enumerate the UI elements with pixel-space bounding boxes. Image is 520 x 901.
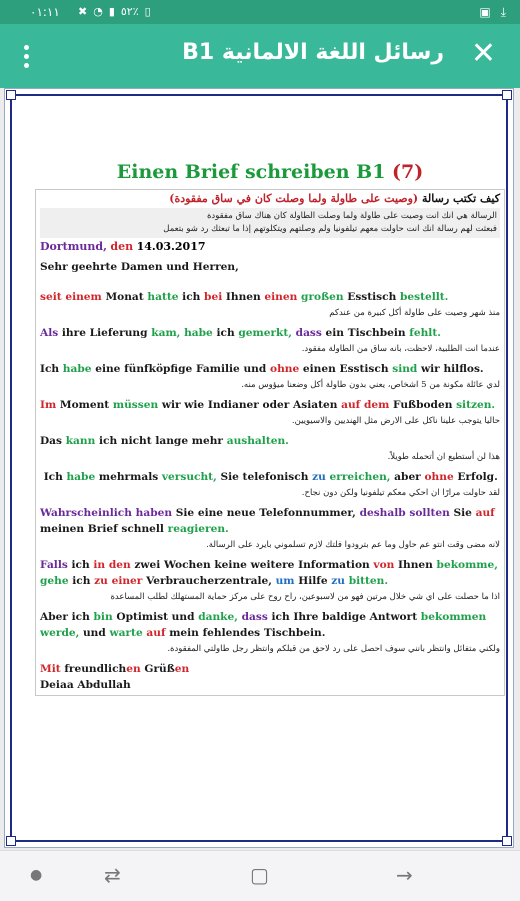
date-value: 14.03.2017 — [136, 240, 206, 253]
arabic-translation-4: حاليا يتوجب علينا ناكل على الارض مثل الهنديين والاسيويين. — [291, 416, 500, 426]
overflow-menu-icon[interactable] — [14, 42, 38, 70]
arabic-translation-2: عندما انت الطلبية، لاحظت، بانه ساق من الطاولة مفقود. — [301, 344, 500, 354]
arabic-translation-9: ولكني متفائل وانتظر بانني سوف احصل على رد لاحق من قبلكم وانتظر رجل طاولتي المفقودة. — [167, 644, 500, 654]
intro-line: الرسالة هي انك انت وصيت على طاولة ولما وصلت الطاولة كان هناك ساق مفقودة — [206, 211, 497, 221]
wifi-icon: ◔ — [93, 5, 103, 18]
letter-greeting: Sehr geehrte Damen und Herren, — [40, 261, 239, 273]
intro-line: فبعثت لهم رسالة انك انت حاولت معهم تيلفونيا ولم وصلتهم ويتكلوتهم إذا ما تبعثك رد شو بتعمل — [163, 224, 497, 234]
arabic-translation-7: لانه مضى وقت انتو عم حاول وما عم بترودوا فلتك لازم تسلموني بايرد على الرسالة. — [206, 540, 500, 550]
letter-sentence-4: Im Moment müssen wir wie Indianer oder Asiaten auf dem Fußboden sitzen. — [40, 399, 496, 411]
status-time: ٠١:١١ — [30, 5, 60, 19]
letter-box — [35, 189, 505, 696]
notification-icons — [78, 5, 151, 18]
letter-sentence-2: Als ihre Lieferung kam, habe ich gemerkt, dass ein Tischbein fehlt. — [40, 327, 441, 339]
system-nav-bar — [0, 850, 520, 901]
app-bar — [0, 24, 520, 88]
arabic-translation-1: منذ شهر وصيت على طاولة أكل كبيرة من عندكم — [329, 308, 500, 318]
subtitle-topic: (وصيت على طاولة ولما وصلت كان في ساق مفقودة) — [169, 192, 419, 205]
letter-sentence-7: Wahrscheinlich haben Sie eine neue Telefonnummer, deshalb sollten Sie auf meinen Brief schnell reagieren. — [40, 507, 495, 535]
title-number: (7) — [392, 161, 424, 183]
recent-apps-icon[interactable]: ⇄ — [104, 863, 121, 887]
date-city: Dortmund, — [40, 240, 107, 253]
subtitle — [40, 192, 500, 205]
page-frame — [4, 88, 514, 848]
close-icon[interactable]: ✕ — [470, 36, 496, 71]
download-icon: ⤓ — [500, 5, 506, 19]
subtitle-prefix: كيف تكتب رسالة — [422, 192, 500, 205]
date-den: den — [110, 240, 134, 253]
battery-text: ٥٢٪ — [120, 5, 139, 18]
letter-sentence-1: seit einem Monat hatte ich bei Ihnen einen großen Esstisch bestellt. — [40, 291, 449, 303]
signal-icon: ▮ — [108, 5, 115, 18]
document-viewer[interactable] — [0, 88, 520, 850]
letter-sentence-3: Ich habe eine fünfköpfige Familie und ohne einen Esstisch sind wir hilflos. — [40, 363, 484, 375]
arabic-translation-6: لقد حاولت مرارًا ان احكي معكم تيلفونيا ولكن دون نجاح. — [301, 488, 500, 498]
letter-sentence-5: Das kann ich nicht lange mehr aushalten. — [40, 435, 289, 447]
battery-icon: ▯ — [144, 5, 151, 18]
letter-sentence-6: Ich habe mehrmals versucht, Sie telefonisch zu erreichen, aber ohne Erfolg. — [40, 471, 498, 483]
corner-ornament — [502, 836, 512, 846]
letter-sentence-9: Aber ich bin Optimist und danke, dass ich Ihre baldige Antwort bekommen werde, und warte auf mein fehlendes Tischbein. — [40, 611, 487, 639]
letter-document — [35, 161, 505, 696]
mute-icon: ✖ — [78, 5, 88, 18]
image-icon: ▣ — [479, 5, 491, 19]
letter-sentence-8: Falls ich in den zwei Wochen keine weitere Information von Ihnen bekomme, gehe ich zu einer Verbraucherzentrale, um Hilfe zu bitten. — [40, 559, 498, 587]
date-line — [40, 240, 500, 253]
title-text: Einen Brief schreiben B1 — [116, 161, 386, 183]
letter-closing: Mit freundlichen Grüßen Deiaa Abdullah — [40, 663, 190, 691]
arabic-translation-8: اذا ما حصلت على اي شي خلال مرتين فهو من لاسبوعين، راح روح على مركز حماية المستهلك لطلب المساعدة — [110, 592, 500, 602]
intro-text — [40, 208, 500, 238]
home-icon[interactable]: ▢ — [250, 863, 269, 887]
corner-ornament — [502, 90, 512, 100]
status-bar — [0, 0, 520, 24]
dot-icon[interactable]: ● — [30, 867, 43, 883]
status-right-icons — [479, 5, 506, 20]
corner-ornament — [6, 90, 16, 100]
corner-ornament — [6, 836, 16, 846]
arabic-translation-3: لدي عائلة مكونة من 5 اشخاص، يعني بدون طاولة أكل وضعنا ميؤوس منه. — [241, 380, 500, 390]
arabic-translation-5: هذا لن أستطيع ان أتحمله طويلاً. — [387, 452, 500, 462]
back-icon[interactable]: → — [396, 863, 413, 887]
app-title: رسائل اللغة الالمانية B1 — [182, 40, 444, 65]
document-title — [35, 161, 505, 183]
